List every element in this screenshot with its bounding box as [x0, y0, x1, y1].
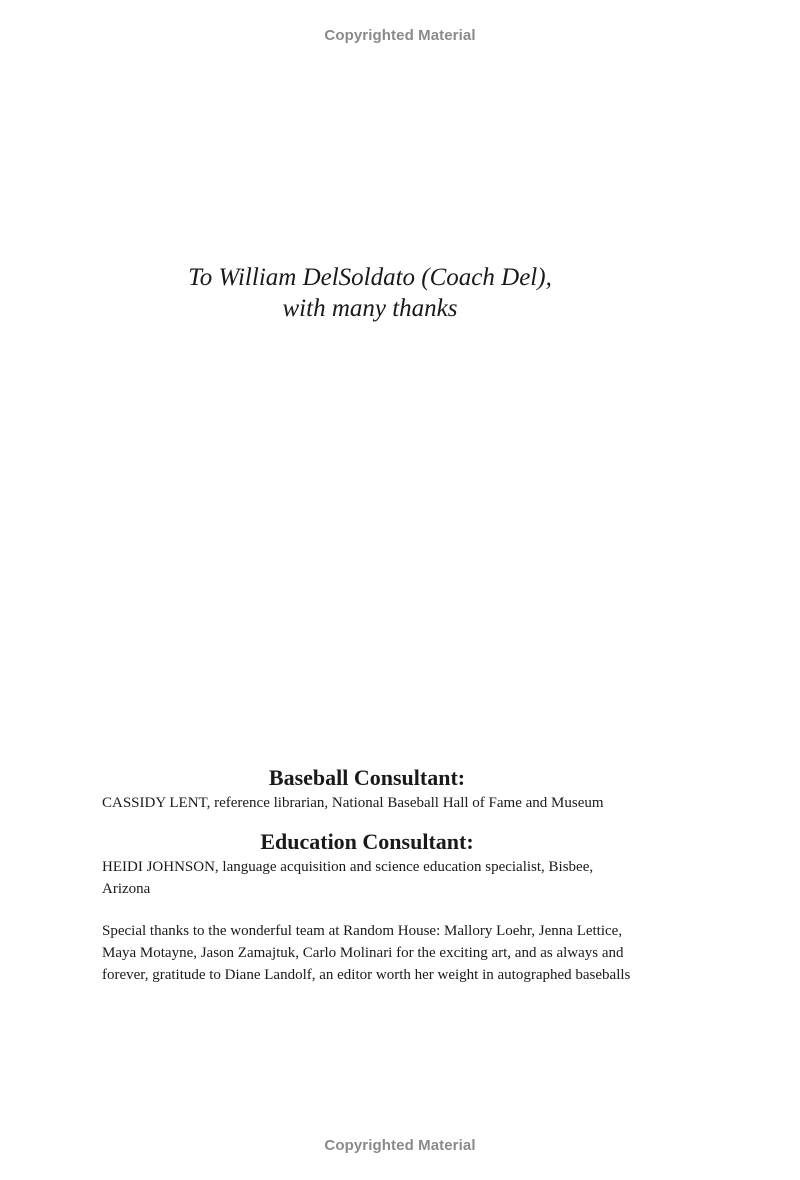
- credits-section: [102, 764, 642, 986]
- special-thanks-text: Special thanks to the wonderful team at Random House: Mallory Loehr, Jenna Lettice, Maya Motayne, Jason Zamajtuk, Carlo Molinari for the exciting art, and as always and forever, gratitude to Diane Landolf, an editor worth her weight in autographed baseballs: [102, 923, 631, 983]
- baseball-consultant-heading: Baseball Consultant:: [268, 765, 466, 790]
- dedication-line-2: with many thanks: [282, 295, 458, 322]
- dedication: [0, 262, 740, 324]
- education-consultant-heading: Education Consultant:: [260, 829, 474, 854]
- baseball-consultant-text: CASSIDY LENT, reference librarian, National Baseball Hall of Fame and Museum: [102, 795, 604, 811]
- copyright-watermark-top: Copyrighted Material: [324, 27, 476, 44]
- dedication-line-1: To William DelSoldato (Coach Del),: [188, 264, 552, 291]
- copyright-watermark-bottom: Copyrighted Material: [324, 1137, 476, 1154]
- education-consultant-text: HEIDI JOHNSON, language acquisition and science education specialist, Bisbee, Arizona: [102, 859, 594, 897]
